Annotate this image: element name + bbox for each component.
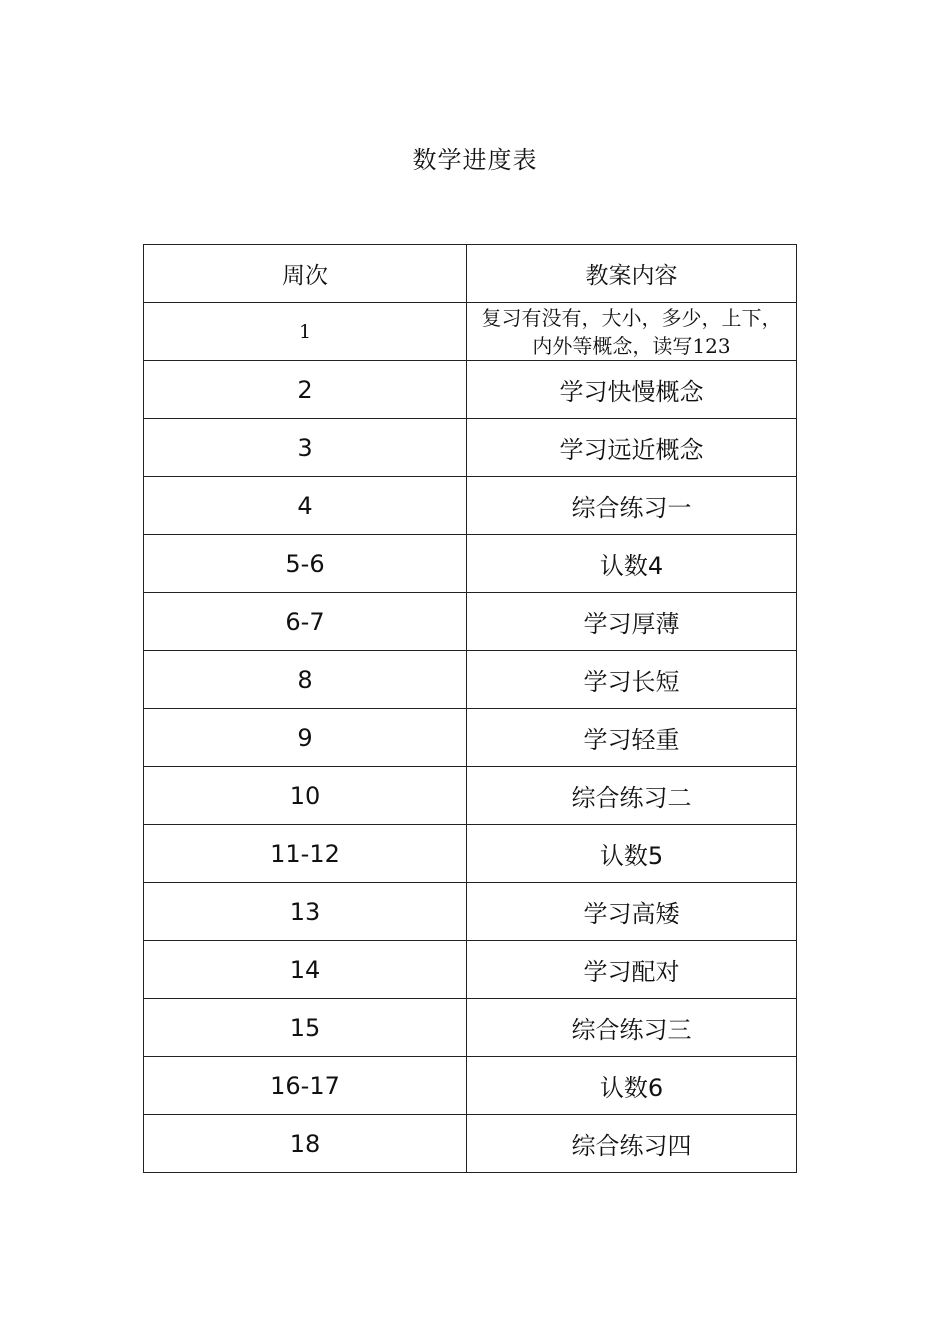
week-cell: 18 xyxy=(144,1115,467,1173)
week-cell: 14 xyxy=(144,941,467,999)
content-cell: 学习轻重 xyxy=(467,709,797,767)
week-cell: 10 xyxy=(144,767,467,825)
table-row xyxy=(144,941,797,999)
table-row xyxy=(144,361,797,419)
table-row xyxy=(144,303,797,361)
week-cell: 2 xyxy=(144,361,467,419)
content-cell: 认数4 xyxy=(467,535,797,593)
table-row xyxy=(144,651,797,709)
content-cell: 综合练习三 xyxy=(467,999,797,1057)
table-row xyxy=(144,593,797,651)
content-cell xyxy=(467,303,797,361)
week-cell: 5-6 xyxy=(144,535,467,593)
content-cell: 综合练习二 xyxy=(467,767,797,825)
table-row xyxy=(144,883,797,941)
content-value: 复习有没有，大小，多少，上下，内外等概念，读写123 xyxy=(481,305,782,358)
week-cell: 13 xyxy=(144,883,467,941)
column-header-week: 周次 xyxy=(144,245,467,303)
table-header-row xyxy=(144,245,797,303)
content-cell: 综合练习一 xyxy=(467,477,797,535)
week-cell: 9 xyxy=(144,709,467,767)
table-row xyxy=(144,1057,797,1115)
table-row xyxy=(144,419,797,477)
schedule-table xyxy=(143,244,797,1173)
table-row xyxy=(144,709,797,767)
content-cell: 学习快慢概念 xyxy=(467,361,797,419)
week-cell: 8 xyxy=(144,651,467,709)
table-row xyxy=(144,767,797,825)
table-row xyxy=(144,825,797,883)
table-row xyxy=(144,999,797,1057)
week-cell: 6-7 xyxy=(144,593,467,651)
content-cell: 学习长短 xyxy=(467,651,797,709)
content-cell: 学习配对 xyxy=(467,941,797,999)
table-row xyxy=(144,535,797,593)
week-cell: 15 xyxy=(144,999,467,1057)
table-row xyxy=(144,477,797,535)
content-cell: 认数6 xyxy=(467,1057,797,1115)
week-cell: 16-17 xyxy=(144,1057,467,1115)
content-cell: 学习远近概念 xyxy=(467,419,797,477)
content-cell: 学习高矮 xyxy=(467,883,797,941)
table-row xyxy=(144,1115,797,1173)
week-value: 1 xyxy=(298,320,312,343)
content-cell: 认数5 xyxy=(467,825,797,883)
week-cell: 3 xyxy=(144,419,467,477)
column-header-content: 教案内容 xyxy=(467,245,797,303)
week-cell xyxy=(144,303,467,361)
page-title: 数学进度表 xyxy=(412,146,538,174)
content-cell: 学习厚薄 xyxy=(467,593,797,651)
content-cell: 综合练习四 xyxy=(467,1115,797,1173)
week-cell: 11-12 xyxy=(144,825,467,883)
week-cell: 4 xyxy=(144,477,467,535)
